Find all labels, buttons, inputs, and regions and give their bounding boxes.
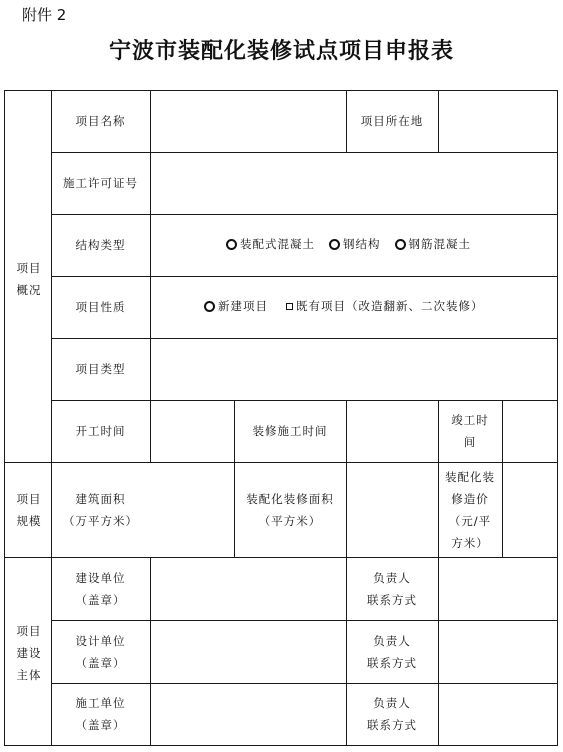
label-project-location: 项目所在地 <box>360 114 424 128</box>
permit-no-field[interactable] <box>151 153 557 214</box>
label-start-time: 开工时间 <box>75 424 126 438</box>
label-building-area: 建筑面积 （万平方米） <box>63 491 138 528</box>
label-builder-contact: 负责人 联系方式 <box>367 696 417 732</box>
column-divider <box>4 90 5 746</box>
column-divider <box>557 90 558 746</box>
section-label-entities: 项目建设主体 <box>16 624 42 682</box>
structure-option-steel[interactable] <box>329 236 381 252</box>
project-location-field[interactable] <box>439 91 557 152</box>
radio-icon <box>395 239 406 250</box>
builder-unit-field[interactable] <box>151 684 346 745</box>
option-label: 钢结构 <box>343 237 381 251</box>
section-label-overview: 项目概况 <box>16 261 42 297</box>
label-construction-unit: 建设单位 （盖章） <box>75 570 126 607</box>
radio-icon <box>226 239 237 250</box>
row-divider <box>4 745 557 746</box>
option-label: 新建项目 <box>218 299 268 313</box>
label-builder-unit: 施工单位 （盖章） <box>75 696 126 732</box>
option-label: 钢筋混凝土 <box>408 237 471 251</box>
project-nature-options <box>204 298 498 314</box>
fitout-cost-field[interactable] <box>503 463 557 557</box>
start-time-field[interactable] <box>151 401 234 462</box>
label-completion-time: 竣工时间 <box>451 413 489 449</box>
label-design-unit: 设计单位 （盖章） <box>75 633 126 670</box>
attachment-label: 附件 2 <box>22 6 67 24</box>
project-name-field[interactable] <box>151 91 346 152</box>
checkbox-icon <box>286 303 293 310</box>
structure-option-reinforced-concrete[interactable] <box>395 236 472 252</box>
building-area-field[interactable] <box>151 463 234 557</box>
builder-contact-field[interactable] <box>439 684 557 745</box>
form-title: 宁波市装配化装修试点项目申报表 <box>108 39 454 64</box>
nature-option-new[interactable] <box>204 298 268 314</box>
label-permit-no: 施工许可证号 <box>63 176 138 190</box>
structure-type-options <box>226 236 485 252</box>
label-fitout-time: 装修施工时间 <box>252 424 328 438</box>
label-project-name: 项目名称 <box>75 114 126 128</box>
design-contact-field[interactable] <box>439 621 557 683</box>
nature-option-existing[interactable] <box>282 298 484 314</box>
label-fitout-cost: 装配化装修造价（元/平方米） <box>445 469 495 550</box>
option-label: 装配式混凝土 <box>240 237 315 251</box>
label-structure-type: 结构类型 <box>75 238 126 252</box>
project-type-field[interactable] <box>151 339 557 400</box>
section-label-scale: 项目规模 <box>16 492 42 528</box>
radio-icon <box>329 239 340 250</box>
fitout-area-field[interactable] <box>347 463 438 557</box>
option-label: 既有项目（改造翻新、二次装修） <box>296 299 484 313</box>
label-project-nature: 项目性质 <box>75 300 126 314</box>
label-design-contact: 负责人 联系方式 <box>367 633 417 670</box>
construction-unit-field[interactable] <box>151 558 346 620</box>
structure-option-precast-concrete[interactable] <box>226 236 315 252</box>
label-project-type: 项目类型 <box>75 362 126 376</box>
label-fitout-area: 装配化装修面积 （平方米） <box>246 491 334 528</box>
construction-contact-field[interactable] <box>439 558 557 620</box>
fitout-time-field[interactable] <box>347 401 438 462</box>
completion-time-field[interactable] <box>503 401 557 462</box>
radio-icon <box>204 301 215 312</box>
label-construction-contact: 负责人 联系方式 <box>367 570 417 607</box>
design-unit-field[interactable] <box>151 621 346 683</box>
